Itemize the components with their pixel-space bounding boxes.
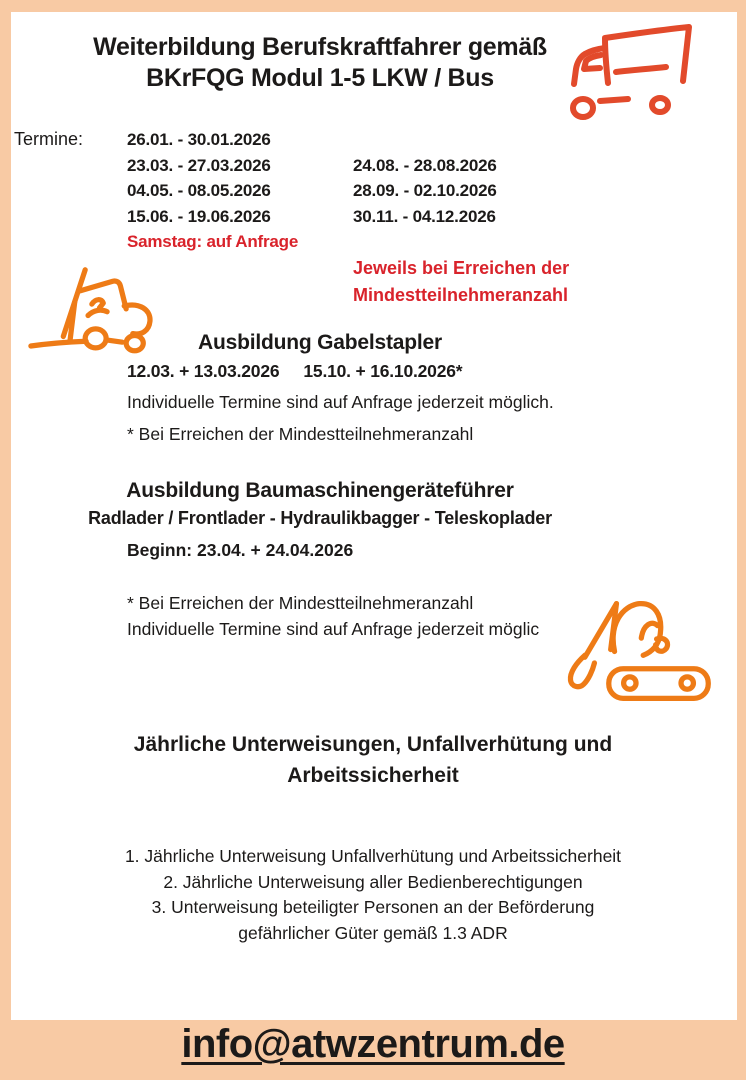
termine-column-2: [353, 153, 497, 230]
termine-column-1: [127, 127, 298, 255]
baumaschinen-note-individual: Individuelle Termine sind auf Anfrage jederzeit möglic: [127, 619, 540, 639]
footer: [0, 1022, 746, 1067]
termine-label: Termine:: [14, 129, 84, 149]
truck-icon: [556, 20, 716, 125]
gabelstapler-note-asterisk: * Bei Erreichen der Mindestteilnehmeranzahl: [127, 424, 474, 444]
baumaschinen-subheading: Radlader / Frontlader - Hydraulikbagger - Teleskoplader: [88, 508, 552, 528]
baumaschinen-note-asterisk: * Bei Erreichen der Mindestteilnehmeranzahl: [127, 593, 474, 613]
gabelstapler-heading: Ausbildung Gabelstapler: [198, 331, 442, 354]
termine-date: 30.11. - 04.12.2026: [353, 206, 496, 226]
unterweisungen-heading: [0, 729, 746, 791]
page-title: [40, 32, 600, 94]
termine-date: 26.01. - 30.01.2026: [127, 130, 271, 149]
page-title-line2: BKrFQG Modul 1-5 LKW / Bus: [146, 64, 494, 92]
min-participants-note: [353, 255, 569, 308]
baumaschinen-heading: Ausbildung Baumaschinengeräteführer: [126, 479, 514, 502]
unterweisungen-list: [0, 844, 746, 946]
termine-date: 28.09. - 02.10.2026: [353, 181, 497, 201]
samstag-note: Samstag: auf Anfrage: [127, 232, 299, 252]
min-participants-note-line2: Mindestteilnehmeranzahl: [353, 284, 569, 305]
termine-date: 24.08. - 28.08.2026: [353, 155, 497, 175]
page-title-line1: Weiterbildung Berufskraftfahrer gemäß: [93, 33, 547, 61]
list-item: 3. Unterweisung beteiligter Personen an der Beförderung: [151, 897, 595, 918]
unterweisungen-heading-line2: Arbeitssicherheit: [287, 764, 459, 787]
excavator-icon: [552, 596, 722, 706]
min-participants-note-line1: Jeweils bei Erreichen der: [353, 258, 570, 278]
list-item: 1. Jährliche Unterweisung Unfallverhütung und Arbeitssicherheit: [124, 846, 622, 866]
list-item-continuation: gefährlicher Güter gemäß 1.3 ADR: [238, 922, 508, 943]
baumaschinen-beginn: Beginn: 23.04. + 24.04.2026: [127, 540, 354, 560]
gabelstapler-note-individual: Individuelle Termine sind auf Anfrage jederzeit möglich.: [127, 392, 554, 412]
list-item: 2. Jährliche Unterweisung aller Bedienberechtigungen: [163, 871, 583, 892]
gabelstapler-date-left: 12.03. + 13.03.2026: [127, 361, 280, 381]
gabelstapler-dates: [127, 361, 462, 382]
contact-email-link[interactable]: info@atwzentrum.de: [181, 1022, 565, 1066]
termine-date: 23.03. - 27.03.2026: [127, 155, 271, 175]
termine-date: 04.05. - 08.05.2026: [127, 181, 271, 201]
unterweisungen-heading-line1: Jährliche Unterweisungen, Unfallverhütung und: [133, 733, 613, 756]
termine-date: 15.06. - 19.06.2026: [127, 206, 271, 226]
gabelstapler-date-right: 15.10. + 16.10.2026*: [303, 361, 463, 381]
